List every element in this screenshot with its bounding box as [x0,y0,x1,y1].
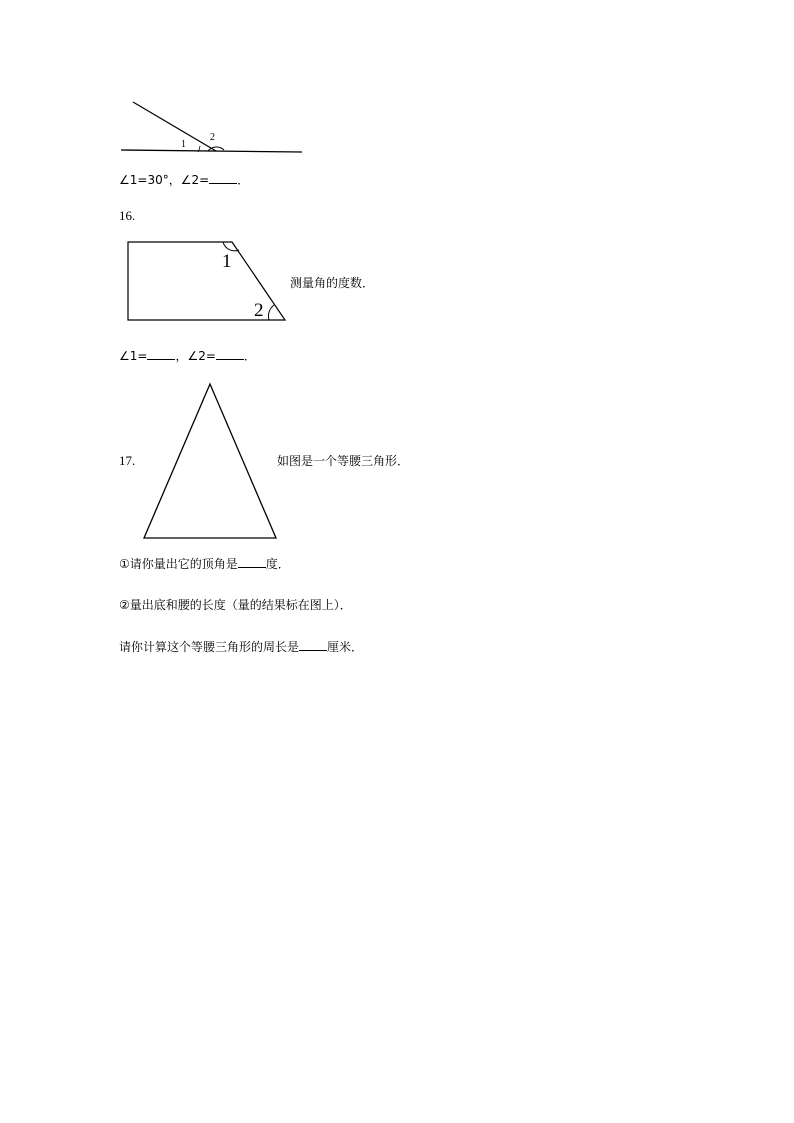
q15-blank-angle2[interactable] [209,172,237,184]
q17-blank-apex-angle[interactable] [238,556,266,568]
baseline-line [121,150,302,152]
q17-prompt: 如图是一个等腰三角形． [277,454,410,468]
q17-item-1 [119,556,290,572]
q16-angle1-label: ∠1= [119,349,148,363]
q17-item-3-text: 请你计算这个等腰三角形的周长是 [119,640,300,654]
q16-blank-angle2[interactable] [216,348,244,360]
q17-blank-perimeter[interactable] [299,639,327,651]
q16-prompt: 测量角的度数． [290,276,375,290]
angle-2-label: 2 [254,300,264,321]
q16-blank-angle1[interactable] [147,348,175,360]
angle-2-arc [268,305,274,320]
q16-answer-end: ． [243,349,256,363]
q17-item-1-unit: 度． [265,557,290,571]
q16-angle2-label: ，∠2= [175,349,216,363]
q17-item-1-text: ①请你量出它的顶角是 [119,557,238,571]
q16-number: 16. [119,208,136,223]
q17-item-2: ②量出底和腰的长度（量的结果标在图上）． [119,598,352,612]
q17-number: 17. [119,453,136,468]
q15-answer-line [119,172,249,188]
q16-answer-line [119,348,256,364]
q15-answer-text: ∠1=30°，∠2= [119,173,210,187]
q15-answer-end: ． [237,173,250,187]
triangle-shape [144,384,276,538]
trapezoid-figure [122,236,292,328]
angle-2-label: 2 [210,132,215,143]
angle-1-label: 1 [181,139,186,150]
q17-item-3 [119,639,363,655]
angle-1-label: 1 [222,251,232,272]
isosceles-triangle-figure [140,380,282,544]
angle-figure [118,96,308,158]
slanted-ray [133,102,216,151]
q17-item-3-unit: 厘米． [327,640,364,654]
